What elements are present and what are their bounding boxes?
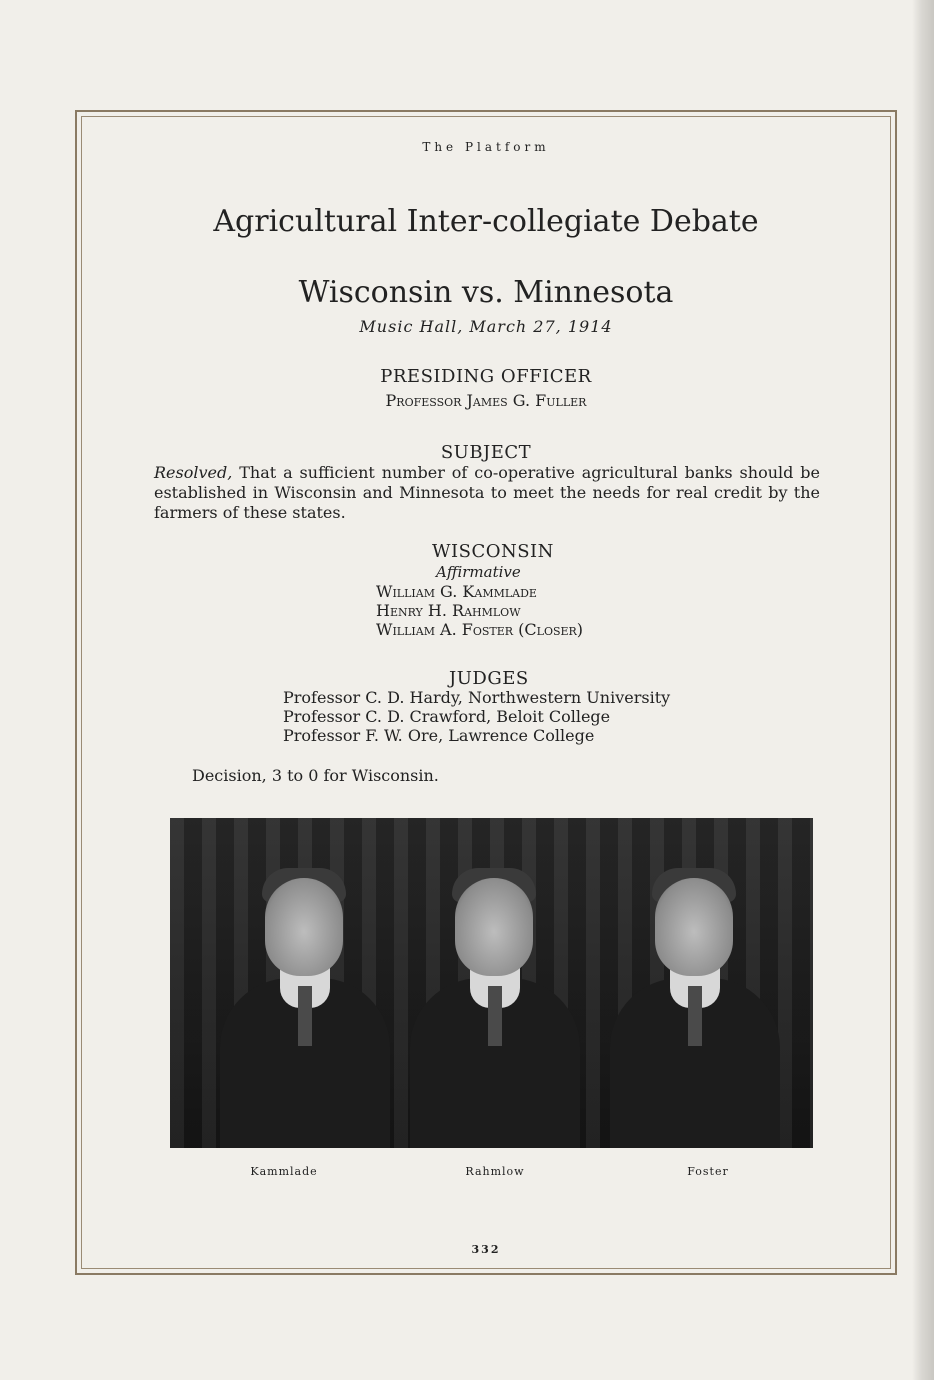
- photo-person-kammlade: [220, 868, 390, 1148]
- team-members: [376, 582, 583, 639]
- resolved-label: Resolved,: [154, 463, 233, 482]
- presiding-officer-name: Professor James G. Fuller: [385, 391, 587, 410]
- photo-caption-rahmlow: Rahmlow: [465, 1165, 525, 1178]
- judge-item: Professor C. D. Crawford, Beloit College: [283, 707, 611, 726]
- photo-person-rahmlow: [410, 868, 580, 1148]
- team-member: William A. Foster (Closer): [376, 620, 584, 639]
- photo-caption-kammlade: Kammlade: [250, 1165, 318, 1178]
- team-member: Henry H. Rahmlow: [376, 601, 521, 620]
- team-member: William G. Kammlade: [376, 582, 537, 601]
- team-photograph: [170, 818, 813, 1148]
- judges-heading: JUDGES: [449, 668, 529, 689]
- presiding-officer-heading: PRESIDING OFFICER: [380, 366, 592, 387]
- subject-resolution: [154, 463, 820, 523]
- judge-item: Professor C. D. Hardy, Northwestern University: [283, 688, 671, 707]
- photo-person-foster: [610, 868, 780, 1148]
- venue-date: Music Hall, March 27, 1914: [359, 317, 613, 336]
- page-number: 332: [471, 1243, 501, 1256]
- team-heading: WISCONSIN: [432, 541, 554, 562]
- running-head: The Platform: [422, 140, 550, 154]
- page-title: Agricultural Inter-collegiate Debate: [213, 204, 759, 239]
- subject-heading: SUBJECT: [440, 442, 532, 463]
- judge-item: Professor F. W. Ore, Lawrence College: [283, 726, 595, 745]
- page-subtitle: Wisconsin vs. Minnesota: [298, 275, 674, 310]
- team-side: Affirmative: [436, 563, 521, 581]
- judges-list: [283, 688, 670, 745]
- photo-caption-foster: Foster: [687, 1165, 729, 1178]
- resolution-text: That a sufficient number of co-operative agricultural banks should be established in Wisconsin and Minnesota to meet the needs for real credit by the farmers of these states.: [154, 463, 820, 522]
- page-edge-shadow: [912, 0, 934, 1380]
- decision-text: Decision, 3 to 0 for Wisconsin.: [192, 766, 439, 785]
